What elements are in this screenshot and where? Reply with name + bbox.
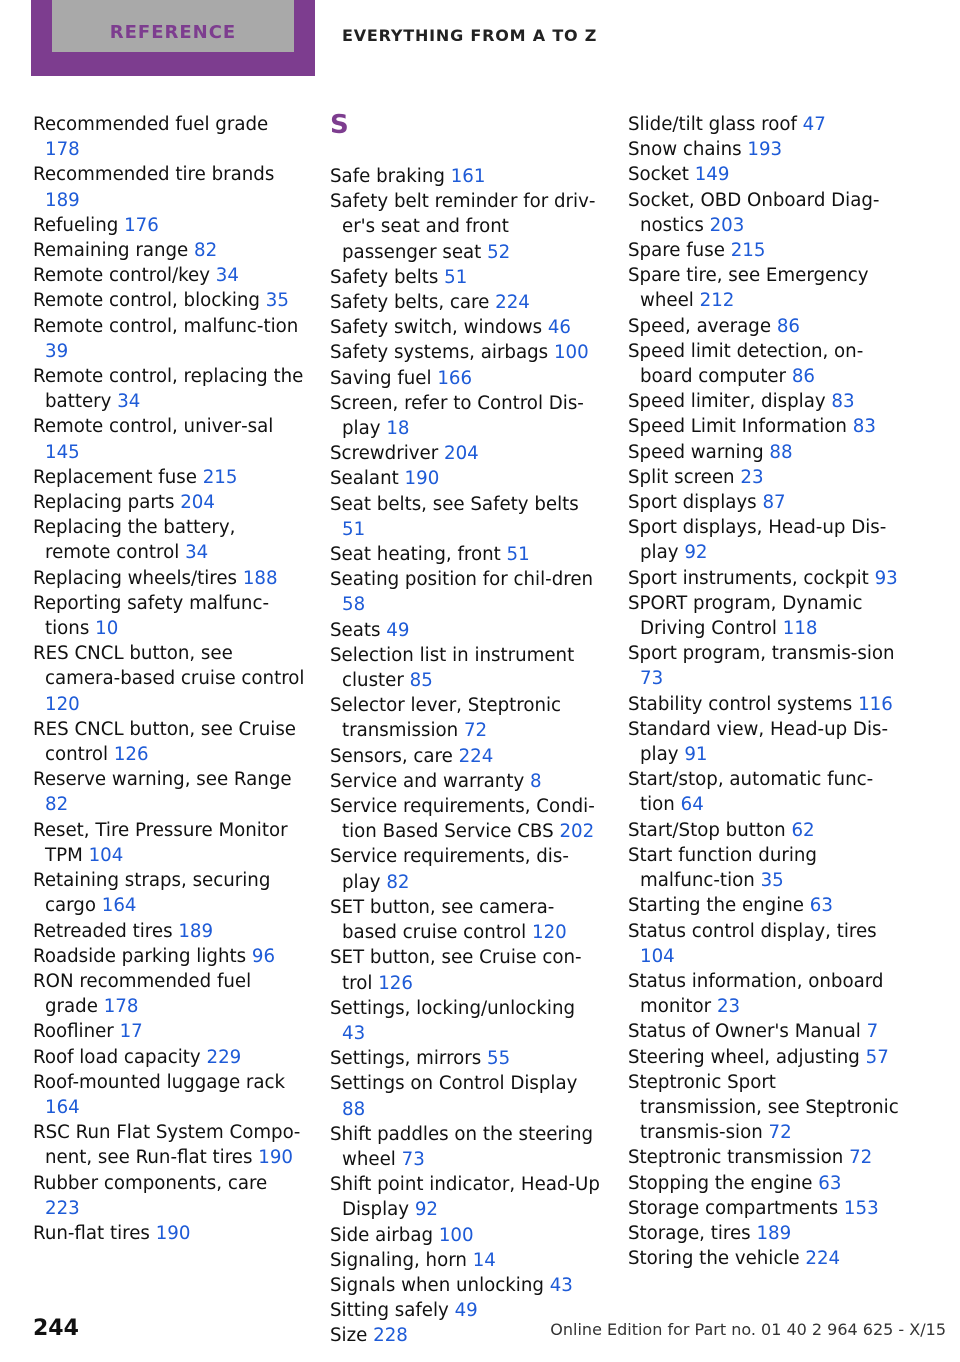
index-entry — [628, 465, 900, 490]
index-entry-text: RON recommended fuel grade — [33, 970, 252, 1018]
index-entry — [330, 769, 602, 794]
page-link[interactable]: 104 — [88, 844, 124, 866]
index-entry — [33, 1019, 305, 1044]
index-entry-text: RSC Run Flat System Compo‐nent, see Run-flat tires — [33, 1122, 301, 1169]
index-entry-text: Split screen — [628, 466, 735, 488]
index-entry-text: Remote control, univer‐sal — [33, 416, 274, 438]
index-entry-text: Selector lever, Steptronic transmission — [330, 695, 562, 742]
index-entry — [33, 566, 305, 591]
index-entry — [628, 162, 900, 187]
index-entry-text: Sport program, transmis‐sion — [628, 643, 895, 665]
index-entry — [330, 466, 602, 491]
index-column-3 — [628, 112, 900, 1271]
page-link[interactable]: 145 — [45, 441, 80, 463]
index-entry — [330, 794, 602, 844]
index-entry-text: Service requirements, Condi‐tion Based Service CBS — [330, 796, 595, 843]
index-entry — [330, 492, 602, 542]
index-entry — [330, 693, 602, 743]
index-entry-text: SPORT program, Dynamic Driving Control — [628, 592, 863, 640]
index-entry-text: Start/stop, automatic func‐tion — [628, 769, 874, 816]
page-link[interactable]: 72 — [768, 1122, 792, 1144]
page-link[interactable]: 212 — [699, 290, 735, 312]
index-entry-text: Roof load capacity — [33, 1046, 201, 1068]
index-entry — [628, 1221, 900, 1246]
index-entry — [628, 490, 900, 515]
page-link[interactable]: 100 — [438, 1224, 474, 1246]
page-link[interactable]: 120 — [532, 922, 567, 944]
index-entry — [330, 1223, 602, 1248]
page-link[interactable]: 178 — [103, 996, 139, 1018]
index-entry — [33, 162, 305, 212]
index-entry — [628, 641, 900, 691]
page-link[interactable]: 23 — [716, 996, 741, 1018]
page-link[interactable]: 193 — [747, 139, 783, 161]
index-entry-text: Starting the engine — [628, 895, 804, 917]
index-entry — [330, 290, 602, 315]
index-entry-text: Start/Stop button — [628, 819, 786, 841]
page-link[interactable]: 51 — [506, 544, 530, 566]
page-link[interactable]: 153 — [843, 1197, 879, 1219]
page-link[interactable]: 215 — [730, 240, 766, 262]
page-link[interactable]: 57 — [865, 1046, 889, 1068]
index-entry-text: Reset, Tire Pressure Monitor TPM — [33, 819, 288, 866]
index-entry — [33, 414, 305, 464]
index-entry-text: Size — [330, 1325, 368, 1347]
index-entry — [330, 265, 602, 290]
page-link[interactable]: 35 — [760, 870, 784, 892]
index-entry — [628, 1246, 900, 1271]
index-entry — [628, 414, 900, 439]
page-link[interactable]: 189 — [45, 189, 80, 211]
index-entry-text: Sport displays, Head-up Dis‐play — [628, 517, 887, 564]
page-link[interactable]: 49 — [454, 1300, 478, 1322]
page-link[interactable]: 39 — [45, 340, 69, 362]
index-entry — [330, 567, 602, 617]
index-entry — [628, 314, 900, 339]
index-entry — [628, 919, 900, 969]
section-tab — [31, 0, 315, 76]
page-link[interactable]: 34 — [117, 391, 141, 413]
index-entry-text: SET button, see camera-based cruise control — [330, 896, 555, 944]
index-entry — [33, 868, 305, 918]
index-entry — [330, 1248, 602, 1273]
index-entry-text: Recommended tire brands — [33, 164, 275, 186]
index-entry — [33, 213, 305, 238]
index-entry — [33, 944, 305, 969]
index-entry-text: Remote control/key — [33, 265, 210, 287]
index-entry — [330, 1172, 602, 1222]
page-link[interactable]: 23 — [740, 466, 764, 488]
index-entry — [628, 440, 900, 465]
index-entry — [628, 566, 900, 591]
index-entry-text: SET button, see Cruise con‐trol — [330, 947, 582, 994]
index-entry-text: Speed limit detection, on‐board computer — [628, 340, 864, 388]
index-entry-text: Remaining range — [33, 240, 189, 262]
index-entry-text: Steptronic Sport transmission, see Steptronic transmis‐sion — [628, 1071, 899, 1144]
index-entry — [33, 591, 305, 641]
page-link[interactable]: 72 — [849, 1147, 873, 1169]
index-entry-text: Sealant — [330, 468, 399, 490]
index-entry-text: Storing the vehicle — [628, 1248, 800, 1270]
index-entry — [628, 1045, 900, 1070]
index-entry-text: Spare fuse — [628, 240, 725, 262]
index-entry-text: Safety belt reminder for driv‐er's seat and front passenger seat — [330, 191, 596, 263]
index-entry — [330, 542, 602, 567]
page-link[interactable]: 203 — [709, 214, 745, 236]
index-entry-text: Safety belts — [330, 266, 439, 288]
index-entry-text: Speed, average — [628, 315, 772, 337]
page-link[interactable]: 82 — [45, 794, 69, 816]
index-entry-text: Roofliner — [33, 1021, 114, 1043]
index-entry — [330, 618, 602, 643]
index-entry — [628, 1070, 900, 1146]
index-entry-text: Sensors, care — [330, 745, 453, 767]
index-entry — [330, 1046, 602, 1071]
index-entry-text: Retaining straps, securing cargo — [33, 870, 271, 917]
page-link[interactable]: 64 — [680, 794, 704, 816]
page-link[interactable]: 92 — [684, 542, 708, 564]
index-entry — [33, 263, 305, 288]
index-entry-text: Saving fuel — [330, 367, 432, 389]
index-entry — [628, 339, 900, 389]
page-link[interactable]: 88 — [342, 1098, 366, 1120]
edition-footer: Online Edition for Part no. 01 40 2 964 625 - X/15 — [550, 1320, 946, 1339]
index-entry — [330, 844, 602, 894]
index-entry — [628, 1196, 900, 1221]
page-link[interactable]: 43 — [342, 1022, 366, 1044]
index-entry-text: Reporting safety malfunc‐tions — [33, 592, 270, 640]
page-link[interactable]: 104 — [640, 945, 675, 967]
page-link[interactable]: 149 — [694, 164, 730, 186]
index-entry — [628, 692, 900, 717]
index-entry — [33, 490, 305, 515]
page-link[interactable]: 190 — [155, 1222, 191, 1244]
page-link[interactable]: 17 — [119, 1021, 143, 1043]
page-link[interactable]: 189 — [756, 1222, 792, 1244]
index-entry — [628, 767, 900, 817]
index-entry-text: Selection list in instrument cluster — [330, 644, 575, 692]
index-entry-text: Safety switch, windows — [330, 317, 543, 339]
index-entry-text: Speed Limit Information — [628, 416, 847, 438]
index-entry-text: Refueling — [33, 214, 119, 236]
page-link[interactable]: 224 — [805, 1248, 841, 1270]
page-link[interactable]: 164 — [101, 895, 137, 917]
index-entry-text: Speed warning — [628, 441, 764, 463]
page-link[interactable]: 10 — [95, 618, 119, 640]
index-entry-text: Status information, onboard monitor — [628, 970, 884, 1018]
page-link[interactable]: 43 — [549, 1274, 573, 1296]
index-entry-text: Sport displays — [628, 492, 757, 514]
page-link[interactable]: 18 — [386, 418, 410, 440]
index-entry-text: Socket, OBD Onboard Diag‐nostics — [628, 189, 880, 236]
index-entry-text: Remote control, replacing the battery — [33, 366, 304, 413]
index-entry — [33, 717, 305, 767]
index-entry — [33, 288, 305, 313]
index-entry — [330, 895, 602, 945]
index-entry — [330, 1273, 602, 1298]
index-entry-text: Settings, locking/unlocking — [330, 997, 576, 1019]
page-header — [0, 0, 960, 76]
index-entry-text: Signals when unlocking — [330, 1274, 544, 1296]
index-entry — [33, 969, 305, 1019]
index-entry-text: Sitting safely — [330, 1300, 449, 1322]
chapter-title: EVERYTHING FROM A TO Z — [342, 26, 598, 45]
index-entry — [330, 744, 602, 769]
index-entry — [628, 1171, 900, 1196]
page-link[interactable]: 161 — [450, 166, 486, 187]
page-link[interactable]: 91 — [684, 744, 708, 766]
page-link[interactable]: 46 — [547, 317, 572, 339]
page-link[interactable]: 204 — [180, 492, 215, 514]
index-entry-text: Remote control, malfunc‐tion — [33, 315, 299, 337]
page-link[interactable]: 58 — [342, 594, 366, 616]
index-entry-text: Socket — [628, 164, 689, 186]
index-entry-text: Service and warranty — [330, 770, 525, 792]
page-link[interactable]: 8 — [530, 770, 542, 792]
page-link[interactable]: 176 — [124, 214, 159, 236]
page-link[interactable]: 52 — [487, 241, 511, 263]
section-tab-label: REFERENCE — [109, 22, 237, 43]
page-link[interactable]: 63 — [818, 1172, 842, 1194]
index-entry-text: Start function during malfunc‐tion — [628, 844, 817, 892]
index-entry-text: Remote control, blocking — [33, 290, 260, 312]
index-entry — [628, 263, 900, 313]
index-entry-text: Safety belts, care — [330, 292, 490, 314]
index-entry-text: Standard view, Head-up Dis‐play — [628, 718, 889, 766]
index-entry — [33, 364, 305, 414]
page-link[interactable]: 88 — [769, 441, 793, 463]
index-entry — [33, 238, 305, 263]
index-entry-text: Slide/tilt glass roof — [628, 114, 797, 135]
page-link[interactable]: 82 — [194, 240, 218, 262]
index-entry-text: RES CNCL button, see Cruise control — [33, 718, 296, 766]
page-link[interactable]: 72 — [463, 720, 488, 742]
index-entry-text: Replacement fuse — [33, 466, 197, 488]
index-entry-text: Status of Owner's Manual — [628, 1021, 861, 1043]
index-entry-text: Seat heating, front — [330, 544, 501, 566]
index-entry — [628, 717, 900, 767]
page-link[interactable]: 190 — [258, 1147, 293, 1169]
page-link[interactable]: 49 — [386, 619, 410, 641]
index-entry — [330, 1122, 602, 1172]
index-entry — [33, 1070, 305, 1120]
index-entry-text: Roof-mounted luggage rack — [33, 1071, 286, 1093]
index-entry-text: Stopping the engine — [628, 1172, 813, 1194]
index-entry — [33, 641, 305, 717]
page-link[interactable]: 14 — [472, 1249, 496, 1271]
page-number: 244 — [33, 1316, 79, 1341]
page-link[interactable]: 224 — [495, 292, 530, 314]
index-entry-text: Spare tire, see Emergency wheel — [628, 265, 869, 312]
index-entry-text: Shift paddles on the steering wheel — [330, 1123, 594, 1170]
page-link[interactable]: 47 — [802, 114, 826, 135]
page-link[interactable]: 85 — [409, 670, 433, 692]
index-entry-text: Settings, mirrors — [330, 1048, 482, 1070]
page-link[interactable]: 100 — [553, 342, 589, 364]
index-entry-text: Roadside parking lights — [33, 945, 247, 967]
index-entry-text: Replacing parts — [33, 492, 175, 514]
index-entry-text: Steptronic transmission — [628, 1147, 844, 1169]
index-entry-text: Reserve warning, see Range — [33, 769, 292, 791]
index-entry — [628, 515, 900, 565]
section-tab-inner — [52, 0, 294, 52]
page-link[interactable]: 96 — [251, 945, 276, 967]
page-link[interactable]: 87 — [762, 492, 786, 514]
index-entry-text: Sport instruments, cockpit — [628, 567, 869, 589]
page-link[interactable]: 116 — [858, 693, 893, 715]
index-entry — [330, 189, 602, 265]
index-entry-text: Shift point indicator, Head-Up Display — [330, 1174, 600, 1221]
page-link[interactable]: 228 — [373, 1325, 408, 1347]
index-entry-text: Retreaded tires — [33, 920, 173, 942]
index-entry — [628, 188, 900, 238]
index-entry-text: Screwdriver — [330, 443, 439, 465]
index-column-2 — [330, 112, 602, 1349]
index-column-1 — [33, 112, 305, 1246]
index-entry-text: Steering wheel, adjusting — [628, 1046, 860, 1068]
page-link[interactable]: 73 — [401, 1148, 425, 1170]
index-entry — [628, 1019, 900, 1044]
page-link[interactable]: 7 — [866, 1021, 879, 1043]
index-entry-text: Seat belts, see Safety belts — [330, 493, 579, 515]
page-link[interactable]: 188 — [242, 567, 278, 589]
index-entry-text: Replacing the battery, remote control — [33, 517, 236, 564]
index-entry — [330, 366, 602, 391]
page-link[interactable]: 202 — [559, 821, 595, 843]
index-entry — [628, 1145, 900, 1170]
page-link[interactable]: 126 — [113, 744, 149, 766]
page-link[interactable]: 166 — [437, 367, 473, 389]
page-link[interactable]: 229 — [206, 1046, 242, 1068]
page-link[interactable]: 51 — [342, 518, 366, 540]
page-link[interactable]: 35 — [265, 290, 289, 312]
index-entry-text: Storage, tires — [628, 1222, 751, 1244]
index-entry — [628, 818, 900, 843]
page-link[interactable]: 92 — [414, 1199, 438, 1221]
index-entry — [628, 893, 900, 918]
index-entry — [330, 315, 602, 340]
index-entry-text: Snow chains — [628, 139, 742, 161]
page-link[interactable]: 55 — [487, 1048, 511, 1070]
page-link[interactable]: 223 — [45, 1197, 80, 1219]
index-entry — [330, 945, 602, 995]
page-link[interactable]: 62 — [791, 819, 815, 841]
index-entry-text: Recommended fuel grade — [33, 114, 269, 135]
index-entry — [33, 1120, 305, 1170]
index-entry — [330, 340, 602, 365]
page-link[interactable]: 51 — [444, 266, 468, 288]
index-entry-text: Replacing wheels/tires — [33, 567, 238, 589]
page-link[interactable]: 82 — [386, 871, 410, 893]
page-link[interactable]: 86 — [776, 315, 800, 337]
page-link[interactable]: 224 — [458, 745, 494, 767]
page-link[interactable]: 93 — [874, 567, 898, 589]
index-entry-text: Safe braking — [330, 166, 445, 187]
page-link[interactable]: 126 — [378, 972, 413, 994]
page-link[interactable]: 164 — [45, 1096, 80, 1118]
index-entry — [33, 1045, 305, 1070]
index-letter-heading: S — [330, 110, 349, 140]
page-link[interactable]: 73 — [640, 668, 664, 690]
index-entry — [33, 767, 305, 817]
index-entry — [628, 137, 900, 162]
index-entry — [33, 515, 305, 565]
page-link[interactable]: 215 — [202, 466, 238, 488]
page-link[interactable]: 63 — [809, 895, 833, 917]
index-entry-text: Signaling, horn — [330, 1249, 467, 1271]
index-entry — [33, 1221, 305, 1246]
index-entry — [33, 1171, 305, 1221]
index-entry-text: Side airbag — [330, 1224, 434, 1246]
page-link[interactable]: 86 — [791, 366, 815, 388]
page-link[interactable]: 204 — [444, 443, 479, 465]
index-entry-text: Stability control systems — [628, 693, 853, 715]
index-entry-text: Service requirements, dis‐play — [330, 846, 569, 893]
index-entry — [33, 818, 305, 868]
page-link[interactable]: 83 — [831, 391, 855, 413]
index-entry — [628, 389, 900, 414]
index-entry-text: Storage compartments — [628, 1197, 839, 1219]
page-link[interactable]: 120 — [45, 693, 80, 715]
page-link[interactable]: 34 — [185, 542, 209, 564]
index-entry-text: Rubber components, care — [33, 1172, 268, 1194]
index-entry — [330, 391, 602, 441]
index-entry — [330, 441, 602, 466]
page-link[interactable]: 83 — [852, 416, 876, 438]
page-link[interactable]: 190 — [404, 468, 440, 490]
index-entry-text: Run-flat tires — [33, 1222, 150, 1244]
page-link[interactable]: 178 — [45, 139, 80, 161]
index-entry — [628, 843, 900, 893]
page-link[interactable]: 34 — [215, 265, 239, 287]
index-entry — [330, 643, 602, 693]
index-entry-text: RES CNCL button, see camera-based cruise control — [33, 643, 305, 690]
index-entry-text: Status control display, tires — [628, 920, 877, 942]
index-entry-text: Settings on Control Display — [330, 1073, 578, 1095]
index-entry — [330, 1071, 602, 1121]
index-entry — [33, 465, 305, 490]
index-entry — [628, 238, 900, 263]
index-entry — [628, 591, 900, 641]
index-entry-text: Speed limiter, display — [628, 391, 826, 413]
index-entry-text: Seats — [330, 619, 381, 641]
index-entry — [330, 164, 602, 189]
page-link[interactable]: 189 — [178, 920, 214, 942]
index-entry — [33, 314, 305, 364]
page-link[interactable]: 118 — [782, 618, 818, 640]
index-entry — [628, 969, 900, 1019]
index-entry-text: Seating position for chil‐dren — [330, 569, 594, 591]
index-entry-text: Safety systems, airbags — [330, 342, 549, 364]
index-entry-text: Screen, refer to Control Dis‐play — [330, 392, 584, 440]
index-entry — [33, 112, 305, 162]
index-entry — [628, 112, 900, 137]
index-entry — [33, 919, 305, 944]
index-entry — [330, 996, 602, 1046]
